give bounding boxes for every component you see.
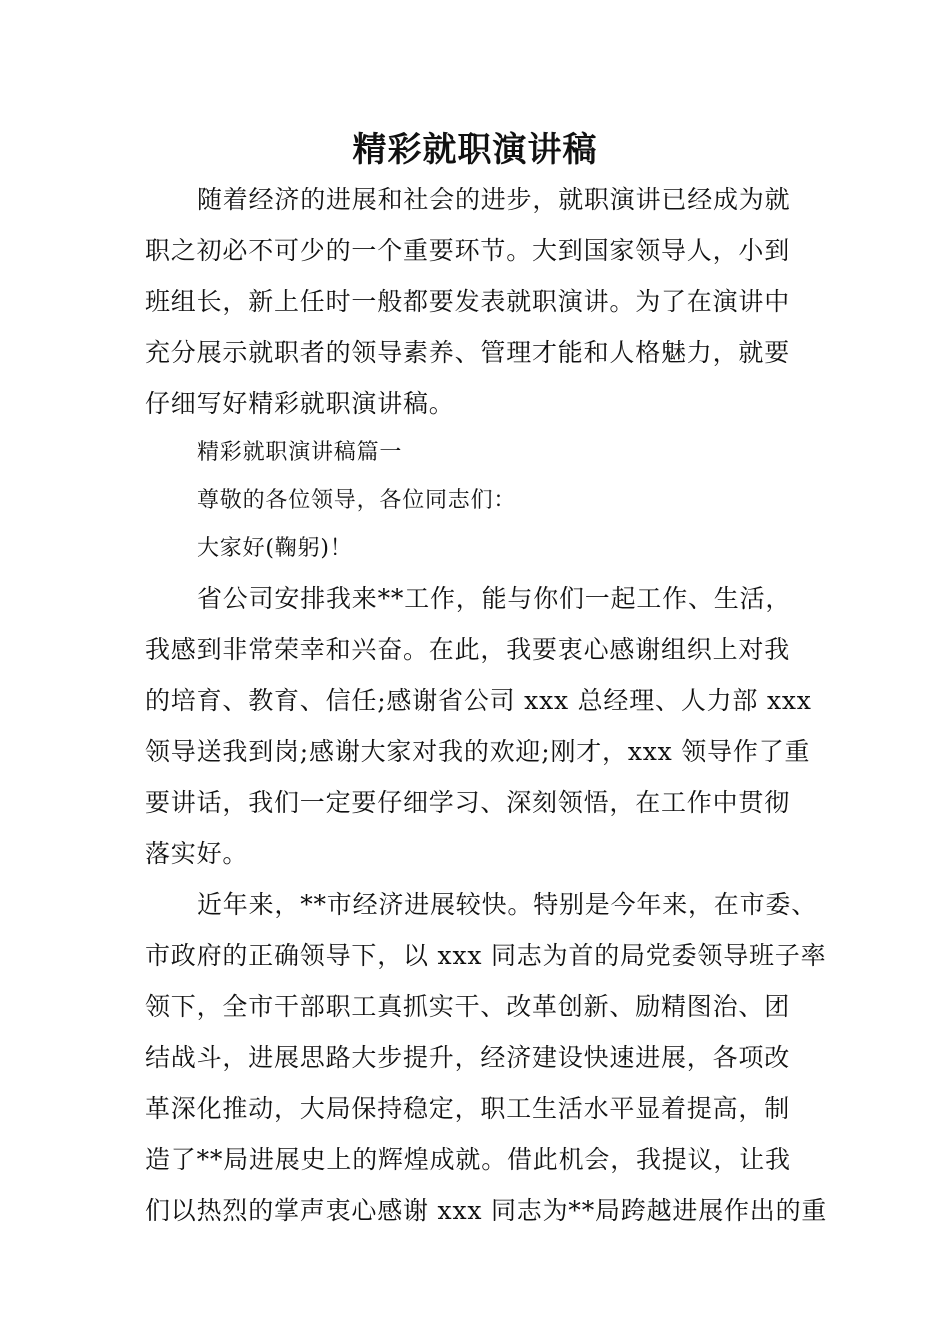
- paragraph-line: 领导送我到岗;感谢大家对我的欢迎;刚才，xxx 领导作了重: [145, 737, 811, 766]
- salutation: 尊敬的各位领导，各位同志们：: [197, 488, 517, 513]
- paragraph-line: 领下，全市干部职工真抓实干、改革创新、励精图治、团: [145, 992, 791, 1021]
- document-body: [145, 174, 828, 1236]
- greeting: 大家好(鞠躬)！: [197, 536, 353, 561]
- document-title: 精彩就职演讲稿: [352, 130, 598, 170]
- paragraph-line: 要讲话，我们一定要仔细学习、深刻领悟，在工作中贯彻: [145, 788, 791, 817]
- paragraph-line: 近年来，**市经济进展较快。特别是今年来，在市委、: [197, 890, 818, 919]
- paragraph-line: 市政府的正确领导下，以 xxx 同志为首的局党委领导班子率: [145, 941, 827, 970]
- paragraph-line: 仔细写好精彩就职演讲稿。: [145, 389, 455, 418]
- paragraph-line: 省公司安排我来**工作，能与你们一起工作、生活，: [197, 584, 792, 613]
- section-heading: 精彩就职演讲稿篇一: [197, 440, 403, 465]
- paragraph-line: 职之初必不可少的一个重要环节。大到国家领导人，小到: [145, 236, 791, 265]
- paragraph-line: 们以热烈的掌声衷心感谢 xxx 同志为**局跨越进展作出的重: [145, 1196, 828, 1225]
- paragraph-line: 班组长，新上任时一般都要发表就职演讲。为了在演讲中: [145, 287, 791, 316]
- paragraph-line: 充分展示就职者的领导素养、管理才能和人格魅力，就要: [145, 338, 791, 367]
- paragraph-line: 革深化推动，大局保持稳定，职工生活水平显着提高，制: [145, 1094, 791, 1123]
- paragraph-line: 随着经济的进展和社会的进步，就职演讲已经成为就: [197, 185, 791, 214]
- paragraph-line: 的培育、教育、信任;感谢省公司 xxx 总经理、人力部 xxx: [145, 686, 812, 715]
- paragraph-line: 结战斗，进展思路大步提升，经济建设快速进展，各项改: [145, 1043, 791, 1072]
- paragraph-line: 造了**局进展史上的辉煌成就。借此机会，我提议，让我: [145, 1145, 791, 1174]
- paragraph-line: 我感到非常荣幸和兴奋。在此，我要衷心感谢组织上对我: [145, 635, 791, 664]
- paragraph-line: 落实好。: [145, 839, 249, 868]
